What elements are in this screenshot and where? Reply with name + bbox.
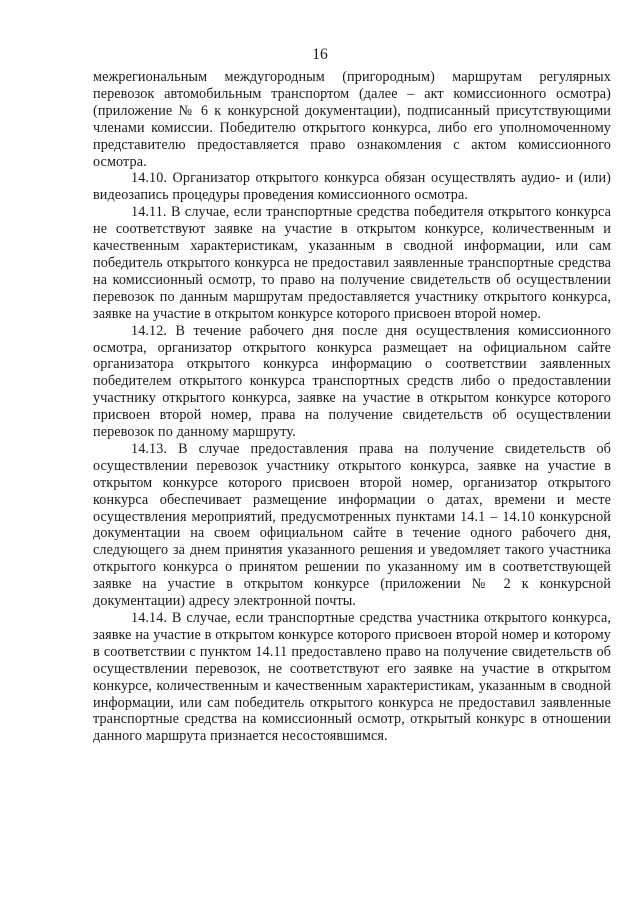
paragraph-14-11: 14.11. В случае, если транспортные средства победителя открытого конкурса не соответствуют заявке на участие в открытом конкурсе, количественным и качественным характеристикам, указанным в сводной информации, или сам победитель открытого конкурса не предоставил заявленные транспортные средства на комиссионный осмотр, то право на получение свидетельств об осуществлении перевозок по данным маршрутам предоставляется участнику открытого конкурса, заявке на участие в открытом конкурсе которого присвоен второй номер. bbox=[93, 204, 611, 322]
document-body bbox=[93, 69, 611, 745]
paragraph-14-10: 14.10. Организатор открытого конкурса обязан осуществлять аудио- и (или) видеозапись процедуры проведения комиссионного осмотра. bbox=[93, 170, 611, 204]
paragraph-14-13: 14.13. В случае предоставления права на получение свидетельств об осуществлении перевозок участнику открытого конкурса, заявке на участие в открытом конкурсе которого присвоен второй номер, организатор открытого конкурса обеспечивает размещение информации о датах, времени и месте осуществления мероприятий, предусмотренных пунктами 14.1 – 14.10 конкурсной документации на своем официальном сайте в течение одного рабочего дня, следующего за днем принятия указанного решения и уведомляет такого участника открытого конкурса о принятом решении по указанному им в соответствующей заявке на участие в открытом конкурсе (приложении № 2 к конкурсной документации) адресу электронной почты. bbox=[93, 440, 611, 610]
paragraph-continuation: межрегиональным междугородным (пригородным) маршрутам регулярных перевозок автомобильным транспортом (далее – акт комиссионного осмотра) (приложение № 6 к конкурсной документации), подписанный присутствующими членами комиссии. Победителю открытого конкурса, либо его уполномоченному представителю предоставляется право ознакомления с актом комиссионного осмотра. bbox=[93, 69, 611, 170]
paragraph-14-12: 14.12. В течение рабочего дня после дня осуществления комиссионного осмотра, организатор открытого конкурса размещает на официальном сайте организатора открытого конкурса информацию о соответствии заявленных победителем открытого конкурса транспортных средств либо о предоставлении участнику открытого конкурса, заявке на участие в открытом конкурсе которого присвоен второй номер, права на получение свидетельств об осуществлении перевозок по данному маршруту. bbox=[93, 322, 611, 441]
page-number: 16 bbox=[312, 46, 328, 63]
paragraph-14-14: 14.14. В случае, если транспортные средства участника открытого конкурса, заявке на участие в открытом конкурсе которого присвоен второй номер и которому в соответствии с пунктом 14.11 предоставлено право на получение свидетельств об осуществлении перевозок, не соответствуют его заявке на участие в открытом конкурсе, количественным и качественным характеристикам, указанным в сводной информации, или сам победитель открытого конкурса не предоставил заявленные транспортные средства на комиссионный осмотр, открытый конкурс в отношении данного маршрута признается несостоявшимся. bbox=[93, 610, 611, 745]
